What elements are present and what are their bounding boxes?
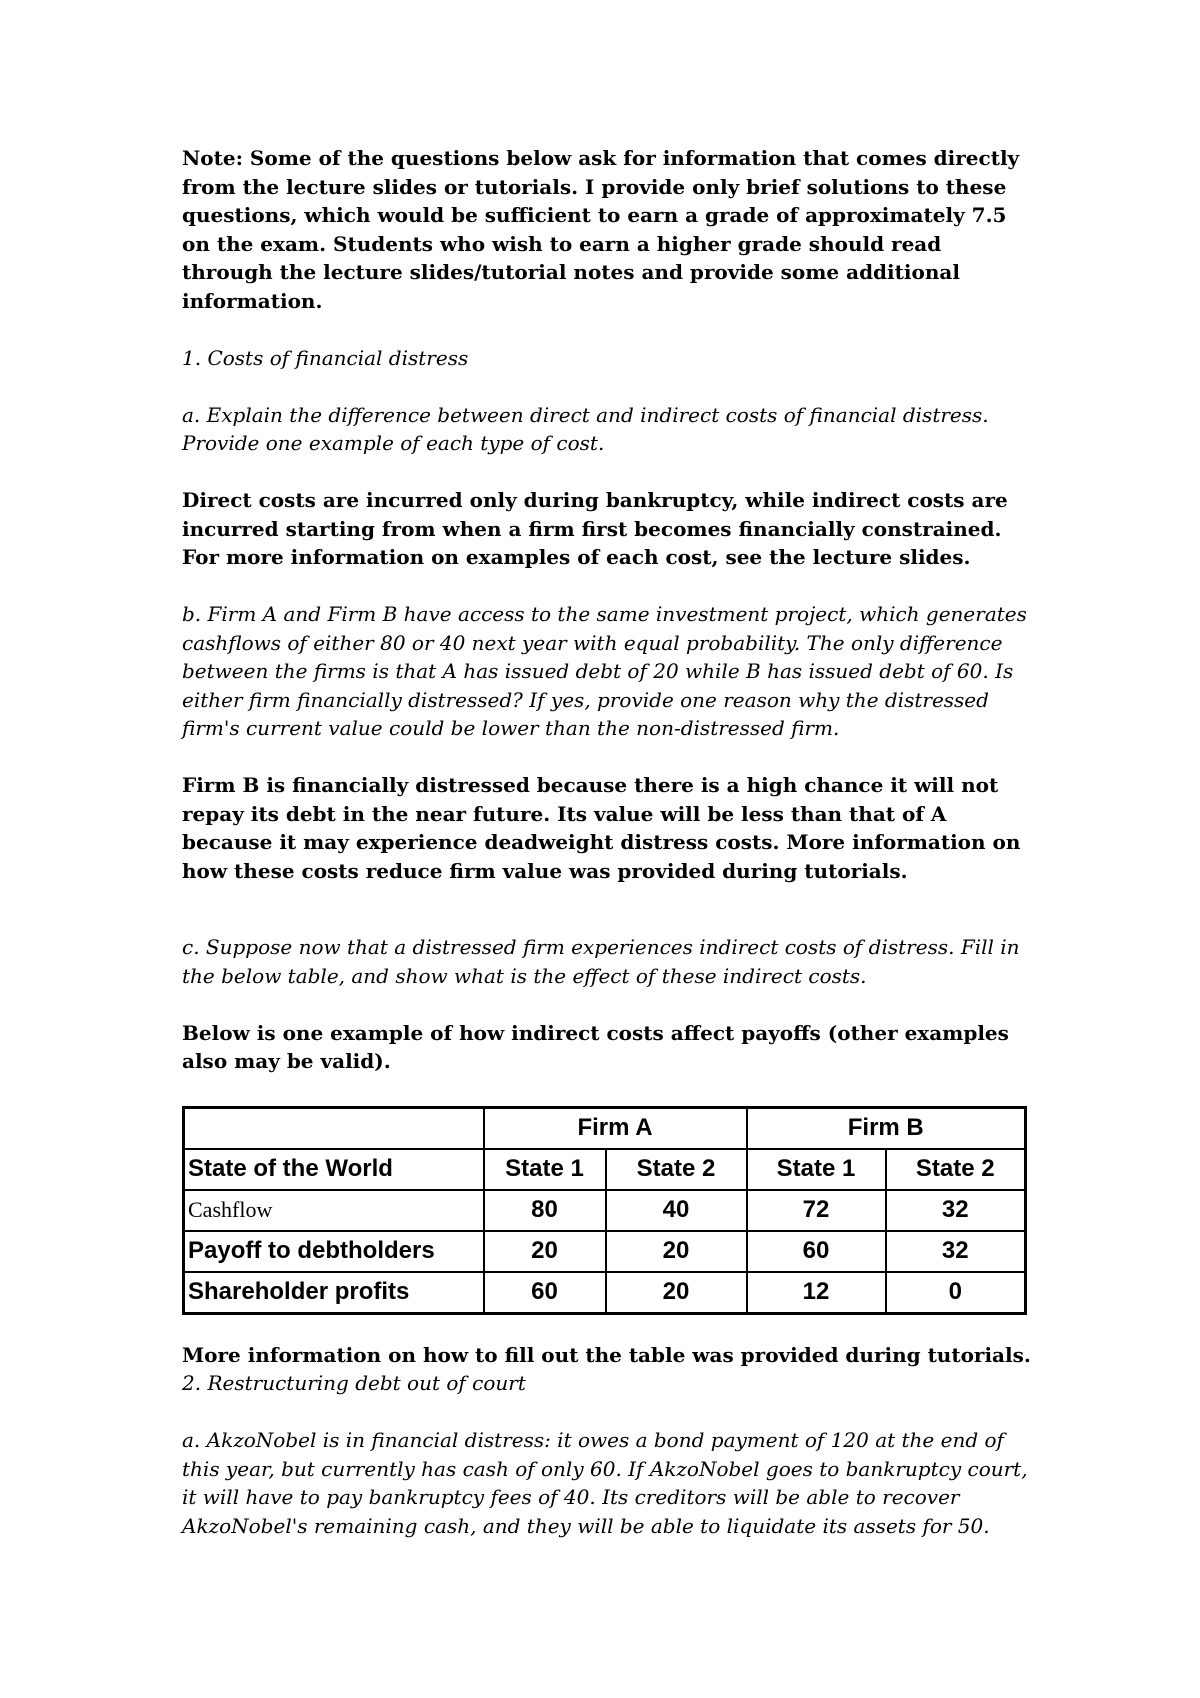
- table-cell: 20: [606, 1272, 747, 1314]
- table-cell: 20: [606, 1231, 747, 1272]
- firm-b-state-1: State 1: [747, 1149, 886, 1190]
- firm-a-header: Firm A: [484, 1107, 747, 1149]
- section-2-heading: 2. Restructuring debt out of court: [182, 1371, 526, 1395]
- firm-a-state-1: State 1: [484, 1149, 606, 1190]
- note-paragraph: Note: Some of the questions below ask for information that comes directly from the lecture slides or tutorials. I provide only brief solutions to these questions, which would be sufficient to earn a grade of approximately 7.5 on the exam. Students who wish to earn a higher grade should read through the lecture slides/tutorial notes and provide some additional information.: [182, 146, 1020, 313]
- table-cell: 72: [747, 1190, 886, 1231]
- answer-1a: Direct costs are incurred only during bankruptcy, while indirect costs are incurred starting from when a firm first becomes financially constrained. For more information on examples of each cost, see the lecture slides.: [182, 488, 1008, 569]
- answer-1c: Below is one example of how indirect costs affect payoffs (other examples also may be valid).: [182, 1020, 1009, 1073]
- table-cell: 60: [747, 1231, 886, 1272]
- firm-a-state-2: State 2: [606, 1149, 747, 1190]
- row-label-payoff-debtholders: Payoff to debtholders: [184, 1231, 484, 1272]
- table-empty-corner: [184, 1107, 484, 1149]
- row-label-cashflow: Cashflow: [184, 1190, 484, 1231]
- table-cell: 12: [747, 1272, 886, 1314]
- firm-b-header: Firm B: [747, 1107, 1026, 1149]
- table-cell: 20: [484, 1231, 606, 1272]
- table-cell: 0: [886, 1272, 1026, 1314]
- section-1-heading: 1. Costs of financial distress: [182, 345, 469, 370]
- table-cell: 32: [886, 1231, 1026, 1272]
- question-1b: b. Firm A and Firm B have access to the same investment project, which generates cashflows of either 80 or 40 next year with equal probability. The only difference between the firms is that A has issued debt of 20 while B has issued debt of 60. Is either firm financially distressed? If yes, provide one reason why the distressed firm's current value could be lower than the non-distressed firm.: [182, 602, 1027, 740]
- table-cell: 40: [606, 1190, 747, 1231]
- table-cell: 32: [886, 1190, 1026, 1231]
- question-1a: a. Explain the difference between direct and indirect costs of financial distress. Provide one example of each type of cost.: [182, 402, 989, 455]
- state-of-world-label: State of the World: [184, 1149, 484, 1190]
- firm-b-state-2: State 2: [886, 1149, 1026, 1190]
- answer-1b: Firm B is financially distressed because there is a high chance it will not repay its debt in the near future. Its value will be less than that of A because it may experience deadweight distress costs. More information on how these costs reduce firm value was provided during tutorials.: [182, 773, 1021, 883]
- table-row: [184, 1190, 1026, 1231]
- question-2a: a. AkzoNobel is in financial distress: it owes a bond payment of 120 at the end of this year, but currently has cash of only 60. If AkzoNobel goes to bankruptcy court, it will have to pay bankruptcy fees of 40. Its creditors will be able to recover AkzoNobel's remaining cash, and they will be able to liquidate its assets for 50.: [182, 1428, 1028, 1538]
- question-1c: c. Suppose now that a distressed firm experiences indirect costs of distress. Fill in the below table, and show what is the effect of these indirect costs.: [182, 935, 1020, 988]
- table-row: [184, 1272, 1026, 1314]
- row-label-shareholder-profits: Shareholder profits: [184, 1272, 484, 1314]
- after-table-note: More information on how to fill out the table was provided during tutorials.: [182, 1342, 1031, 1367]
- table-row: [184, 1231, 1026, 1272]
- table-header-states: [184, 1149, 1026, 1190]
- table-cell: 60: [484, 1272, 606, 1314]
- table-cell: 80: [484, 1190, 606, 1231]
- document-page: [182, 144, 1032, 1540]
- payoff-table: [182, 1106, 1027, 1315]
- payoff-table-wrapper: [182, 1106, 1024, 1315]
- table-header-firms: [184, 1107, 1026, 1149]
